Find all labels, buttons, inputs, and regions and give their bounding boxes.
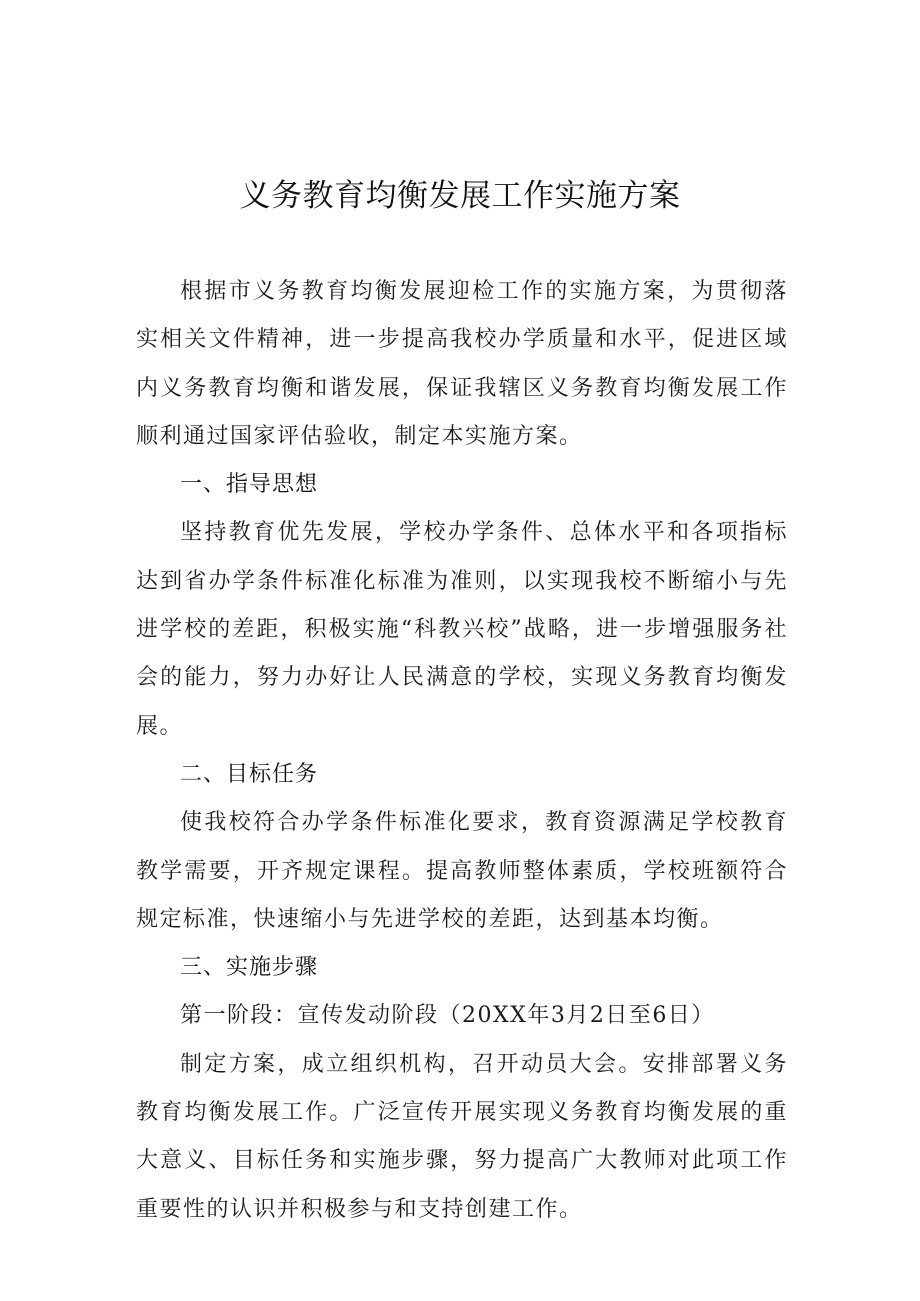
goals-paragraph: 使我校符合办学条件标准化要求，教育资源满足学校教育教学需要，开齐规定课程。提高教师整体素质，学校班额符合规定标准，快速缩小与先进学校的差距，达到基本均衡。 — [136, 810, 788, 932]
section-heading-goals: 二、目标任务 — [180, 761, 319, 787]
intro-paragraph: 根据市义务教育均衡发展迎检工作的实施方案，为贯彻落实相关文件精神，进一步提高我校办学质量和水平，促进区域内义务教育均衡和谐发展，保证我辖区义务教育均衡发展工作顺利通过国家评估验收，制定本实施方案。 — [136, 279, 788, 449]
section-heading-guiding-thought: 一、指导思想 — [180, 472, 319, 498]
stage-one-heading: 第一阶段：宣传发动阶段（20XX年3月2日至6日） — [180, 1003, 715, 1029]
stage-one-paragraph: 制定方案，成立组织机构，召开动员大会。安排部署义务教育均衡发展工作。广泛宣传开展实现义务教育均衡发展的重大意义、目标任务和实施步骤，努力提高广大教师对此项工作重要性的认识并积极参与和支持创建工作。 — [136, 1051, 788, 1222]
document-body — [136, 268, 788, 1234]
guiding-thought-paragraph: 坚持教育优先发展，学校办学条件、总体水平和各项指标达到省办学条件标准化标准为准则，以实现我校不断缩小与先进学校的差距，积极实施“科教兴校”战略，进一步增强服务社会的能力，努力办好让人民满意的学校，实现义务教育均衡发展。 — [136, 520, 788, 739]
section-heading-steps: 三、实施步骤 — [180, 955, 319, 981]
document-title: 义务教育均衡发展工作实施方案 — [239, 178, 681, 214]
